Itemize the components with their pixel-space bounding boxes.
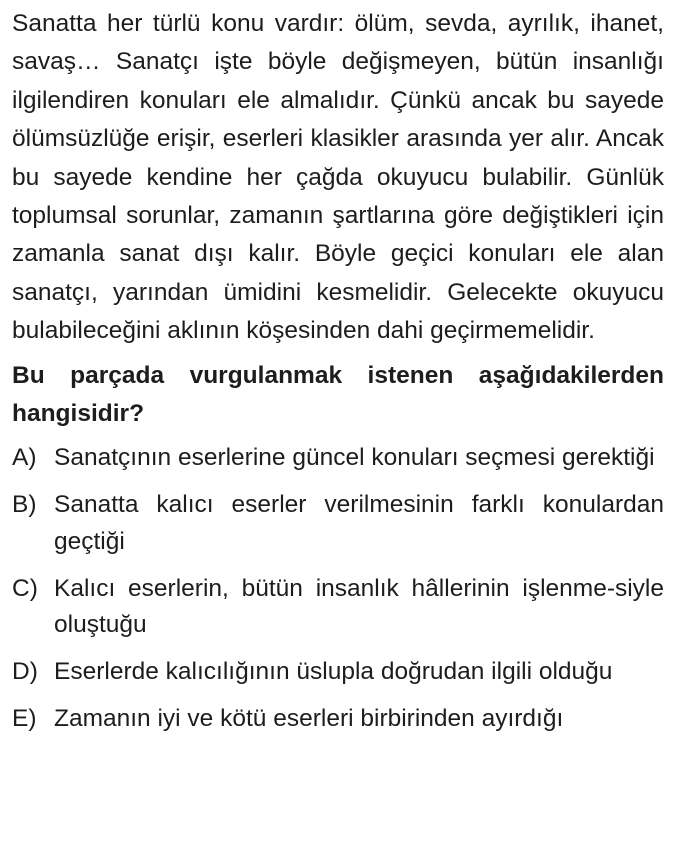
- option-a[interactable]: [12, 440, 664, 477]
- option-letter: A): [12, 444, 37, 472]
- option-letter: B): [12, 491, 37, 519]
- option-text: Sanatta kalıcı eserler verilmesinin farklı konulardan geçtiği: [54, 491, 664, 555]
- option-b[interactable]: [12, 487, 664, 560]
- option-c[interactable]: [12, 571, 664, 644]
- option-text: Kalıcı eserlerin, bütün insanlık hâllerinin işlenme-siyle oluştuğu: [54, 574, 664, 639]
- option-letter: E): [12, 705, 37, 733]
- option-d[interactable]: [12, 654, 664, 691]
- option-letter: D): [12, 658, 38, 686]
- option-e[interactable]: [12, 701, 664, 738]
- answer-options: [12, 440, 664, 738]
- option-text: Sanatçının eserlerine güncel konuları seçmesi gerektiği: [54, 444, 655, 472]
- passage-text: Sanatta her türlü konu vardır: ölüm, sevda, ayrılık, ihanet, savaş… Sanatçı işte böyle değişmeyen, bütün insanlığı ilgilendiren konuları ele almalıdır. Çünkü ancak bu sayede ölümsüzlüğe erişir, eserleri klasikler arasında yer alır. Ancak bu sayede kendine her çağda okuyucu bulabilir. Günlük toplumsal sorunlar, zamanın şartlarına göre değiştikleri için zamanla sanat dışı kalır. Böyle geçici konuları ele alan sanatçı, yarından ümidini kesmelidir. Gelecekte okuyucu bulabileceğini aklının köşesinden dahi geçirmemelidir.: [12, 10, 664, 345]
- option-text: Eserlerde kalıcılığının üslupla doğrudan ilgili olduğu: [54, 658, 613, 686]
- option-text: Zamanın iyi ve kötü eserleri birbirinden ayırdığı: [54, 705, 564, 733]
- option-letter: C): [12, 574, 38, 602]
- question-stem: Bu parçada vurgulanmak istenen aşağıdakilerden hangisidir?: [12, 361, 664, 428]
